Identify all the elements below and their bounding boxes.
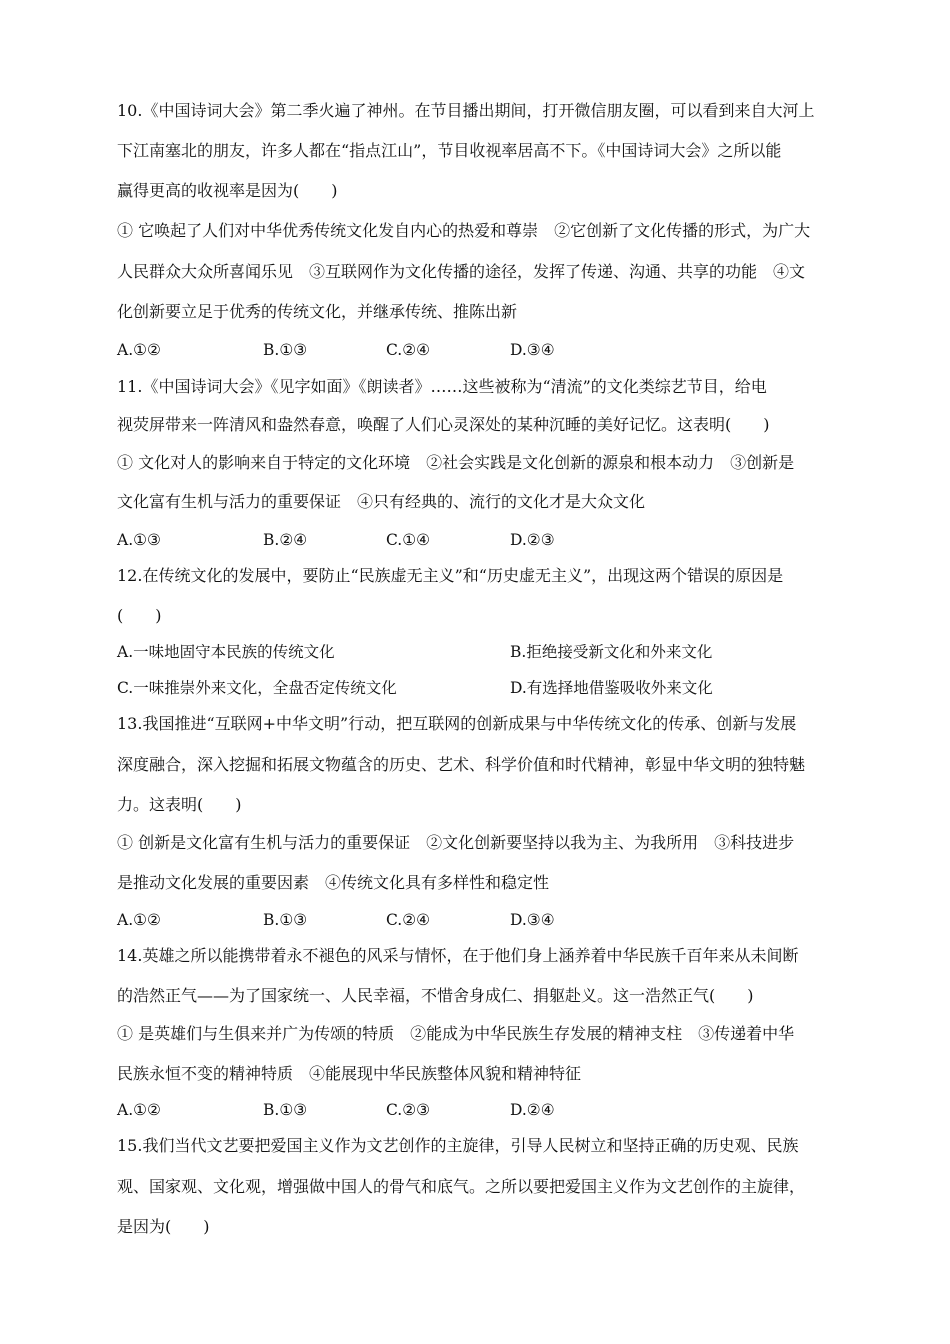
question-14-line-2: 的浩然正气——为了国家统一、人民幸福，不惜舍身成仁、捐躯赴义。这一浩然正气( ) [117,986,754,1005]
question-13-option-a: A.①② [117,911,161,929]
question-12-option-b: B.拒绝接受新文化和外来文化 [510,643,713,661]
question-14-option-a: A.①② [117,1101,161,1119]
question-11-line-4: 文化富有生机与活力的重要保证 ④只有经典的、流行的文化才是大众文化 [117,492,646,511]
question-13-option-d: D.③④ [510,911,555,929]
question-14-option-c: C.②③ [386,1101,431,1119]
question-10-option-d: D.③④ [510,341,555,359]
question-11-option-a: A.①③ [117,531,161,549]
question-11-line-3: ① 文化对人的影响来自于特定的文化环境 ②社会实践是文化创新的源泉和根本动力 ③创新是 [117,453,795,472]
question-15-line-2: 观、国家观、文化观，增强做中国人的骨气和底气。之所以要把爱国主义作为文艺创作的主旋律， [117,1177,806,1196]
question-13-line-3: 力。这表明( ) [117,795,242,814]
question-12-line-1: 12.在传统文化的发展中，要防止“民族虚无主义”和“历史虚无主义”，出现这两个错误的原因是 [117,566,784,585]
question-12-line-2: ( ) [117,606,162,625]
question-11-option-b: B.②④ [263,531,308,549]
question-11-option-c: C.①④ [386,531,431,549]
question-10-line-6: 化创新要立足于优秀的传统文化，并继承传统、推陈出新 [117,302,518,321]
question-13-line-4: ① 创新是文化富有生机与活力的重要保证 ②文化创新要坚持以我为主、为我所用 ③科技进步 [117,833,795,852]
question-13-line-2: 深度融合，深入挖掘和拓展文物蕴含的历史、艺术、科学价值和时代精神，彰显中华文明的独特魅 [117,755,806,774]
question-10-line-4: ① 它唤起了人们对中华优秀传统文化发自内心的热爱和尊崇 ②它创新了文化传播的形式，为广大 [117,221,811,240]
question-14-option-d: D.②④ [510,1101,555,1119]
question-10-line-1: 10.《中国诗词大会》第二季火遍了神州。在节目播出期间，打开微信朋友圈，可以看到来自大河上 [117,101,815,120]
question-10-line-2: 下江南塞北的朋友，许多人都在“指点江山”，节目收视率居高不下。《中国诗词大会》之所以能 [117,141,782,160]
question-12-option-a: A.一味地固守本民族的传统文化 [117,643,335,661]
question-13-option-b: B.①③ [263,911,308,929]
question-10-option-c: C.②④ [386,341,431,359]
question-11-option-d: D.②③ [510,531,555,549]
question-13-option-c: C.②④ [386,911,431,929]
question-14-option-b: B.①③ [263,1101,308,1119]
question-11-line-1: 11.《中国诗词大会》《见字如面》《朗读者》……这些被称为“清流”的文化类综艺节目，给电 [117,377,767,396]
question-15-line-3: 是因为( ) [117,1217,210,1236]
question-10-option-b: B.①③ [263,341,308,359]
question-11-line-2: 视荧屏带来一阵清风和盎然春意，唤醒了人们心灵深处的某种沉睡的美好记忆。这表明( ) [117,415,770,434]
question-14-line-4: 民族永恒不变的精神特质 ④能展现中华民族整体风貌和精神特征 [117,1064,582,1083]
question-14-line-1: 14.英雄之所以能携带着永不褪色的风采与情怀，在于他们身上涵养着中华民族千百年来从未间断 [117,946,799,965]
question-10-line-3: 赢得更高的收视率是因为( ) [117,181,338,200]
question-15-line-1: 15.我们当代文艺要把爱国主义作为文艺创作的主旋律，引导人民树立和坚持正确的历史观、民族 [117,1136,799,1155]
question-13-line-1: 13.我国推进“互联网+中华文明”行动，把互联网的创新成果与中华传统文化的传承、创新与发展 [117,714,797,733]
question-13-line-5: 是推动文化发展的重要因素 ④传统文化具有多样性和稳定性 [117,873,550,892]
question-12-option-c: C.一味推崇外来文化，全盘否定传统文化 [117,679,397,697]
question-10-option-a: A.①② [117,341,161,359]
question-12-option-d: D.有选择地借鉴吸收外来文化 [510,679,713,697]
question-14-line-3: ① 是英雄们与生俱来并广为传颂的特质 ②能成为中华民族生存发展的精神支柱 ③传递着中华 [117,1024,795,1043]
question-10-line-5: 人民群众大众所喜闻乐见 ③互联网作为文化传播的途径，发挥了传递、沟通、共享的功能 ④文 [117,262,806,281]
